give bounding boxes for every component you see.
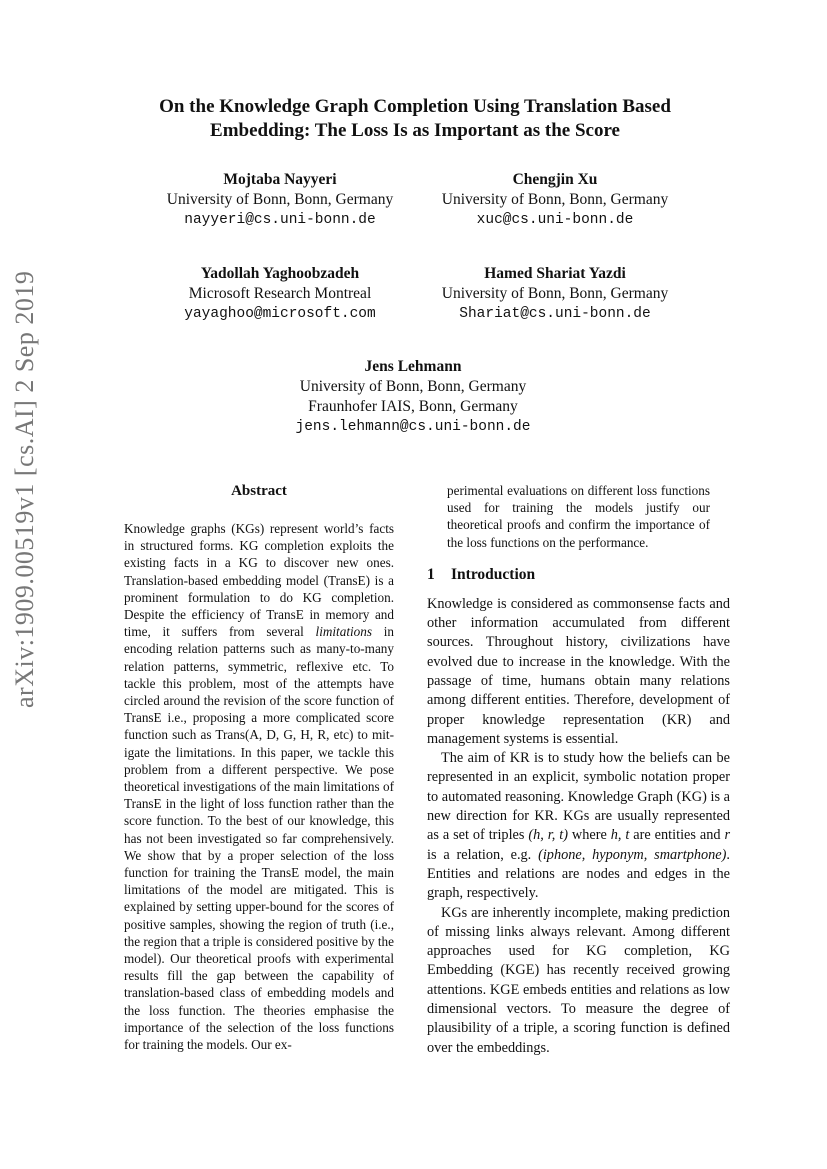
author-affiliation-secondary: Fraunhofer IAIS, Bonn, Germany	[308, 398, 518, 415]
abstract-heading: Abstract	[231, 483, 287, 499]
abstract-continuation: perimental evaluations on different loss functions used for training the models justify our theoretical proofs and confirm the importance of the loss functions on the performance.	[447, 483, 710, 550]
author-affiliation: Microsoft Research Montreal	[188, 285, 372, 302]
author-name: Hamed Shariat Yazdi	[484, 265, 626, 282]
intro-p2-text: . Entities and relations are nodes and edges in the graph, respectively.	[427, 846, 730, 902]
intro-p2-text: is a relation, e.g.	[427, 846, 539, 863]
author-block	[263, 357, 563, 437]
abstract-text	[124, 520, 394, 1053]
author-name: Yadollah Yaghoobzadeh	[200, 265, 360, 282]
author-affiliation: University of Bonn, Bonn, Germany	[166, 191, 394, 208]
math-example-triple: (iphone, hyponym, smartphone)	[538, 846, 727, 863]
paper-title	[90, 95, 740, 143]
title-line-2: Embedding: The Loss Is as Important as the Score	[210, 120, 620, 141]
author-block	[425, 264, 685, 324]
math-relation: r	[724, 827, 731, 844]
author-block	[425, 170, 685, 230]
author-email[interactable]: xuc@cs.uni-bonn.de	[476, 212, 634, 228]
abstract-emphasis: limitations	[315, 624, 372, 640]
author-affiliation: University of Bonn, Bonn, Germany	[441, 285, 669, 302]
abstract-text-part-a: Knowledge graphs (KGs) represent world’s facts in structured forms. KG completion exploits the existing facts in a KG to discover new ones. Translation-based embedding model (TransE) is a prominent formulation to do KG completion. Despite the efficiency of TransE in memory and time, it suffers from several	[124, 521, 394, 640]
author-block	[150, 264, 410, 324]
arxiv-identifier-stamp: arXiv:1909.00519v1 [cs.AI] 2 Sep 2019	[10, 270, 39, 708]
right-column	[427, 482, 730, 1058]
intro-p2-text: The aim of KR is to study how the beliefs can be represented in an explicit, symbolic notation proper to automated reasoning. Knowledge Graph (KG) is a new direction for KR. KGs are usually represented as a set of triples	[427, 750, 730, 844]
author-name: Chengjin Xu	[512, 171, 598, 188]
author-email[interactable]: jens.lehmann@cs.uni-bonn.de	[295, 419, 531, 435]
intro-p2-text: are entities and	[629, 827, 725, 844]
author-name: Mojtaba Nayyeri	[223, 171, 337, 188]
left-column	[124, 482, 394, 1053]
intro-paragraph-2	[427, 749, 730, 903]
math-entities: h, t	[610, 827, 630, 844]
section-title: Introduction	[451, 565, 536, 583]
author-email[interactable]: yayaghoo@microsoft.com	[184, 306, 376, 322]
title-line-1: On the Knowledge Graph Completion Using Translation Based	[159, 96, 671, 117]
author-email[interactable]: Shariat@cs.uni-bonn.de	[459, 306, 651, 322]
intro-paragraph-1: Knowledge is considered as commonsense facts and other information accumulated from different sources. Throughout history, civilizations have evolved due to increase in the knowledge. With the passage of time, humans obtain many relations among different entities. Therefore, development of proper knowledge representation (KR) and management systems is essential.	[427, 595, 730, 747]
math-triple: (h, r, t)	[528, 827, 568, 844]
abstract-text-part-b: in encoding relation patterns such as many-to-many relation patterns, symmetric, reflexive etc. To tackle this problem, most of the attempts have circled around the revision of the score function of TransE i.e., proposing a more complicated score function such as Trans(A, D, G, H, R, etc) to mitigate the limitations. In this paper, we tackle this problem from a different perspective. We pose theoretical investigations of the main limitations of TransE in the light of loss function rather than the score function. To the best of our knowledge, this has not been investigated so far comprehensively. We show that by a proper selection of the loss function for training the TransE model, the main limitations of the model are mitigated. This is explained by setting upper-bound for the scores of positive samples, showing the region of truth (i.e., the region that a triple is considered positive by the model). Our theoretical proofs with experimental results fill the gap between the capability of translation-based class of embedding models and the loss function. The theories emphasise the importance of the selection of the loss functions for training the models. Our ex-	[124, 624, 394, 1053]
section-number: 1	[427, 565, 435, 583]
author-block	[150, 170, 410, 230]
author-name: Jens Lehmann	[364, 358, 462, 375]
author-affiliation: University of Bonn, Bonn, Germany	[299, 378, 527, 395]
section-heading-introduction	[427, 565, 730, 585]
introduction-body	[427, 595, 730, 1058]
intro-paragraph-3: KGs are inherently incomplete, making prediction of missing links always relevant. Among different approaches used for KG completion, KG Embedding (KGE) has recently received growing attentions. KGE embeds entities and relations as low dimensional vectors. To measure the degree of plausibility of a triple, a scoring function is defined over the embeddings.	[427, 904, 730, 1056]
author-affiliation: University of Bonn, Bonn, Germany	[441, 191, 669, 208]
author-email[interactable]: nayyeri@cs.uni-bonn.de	[184, 212, 376, 228]
intro-p2-text: where	[567, 827, 611, 844]
